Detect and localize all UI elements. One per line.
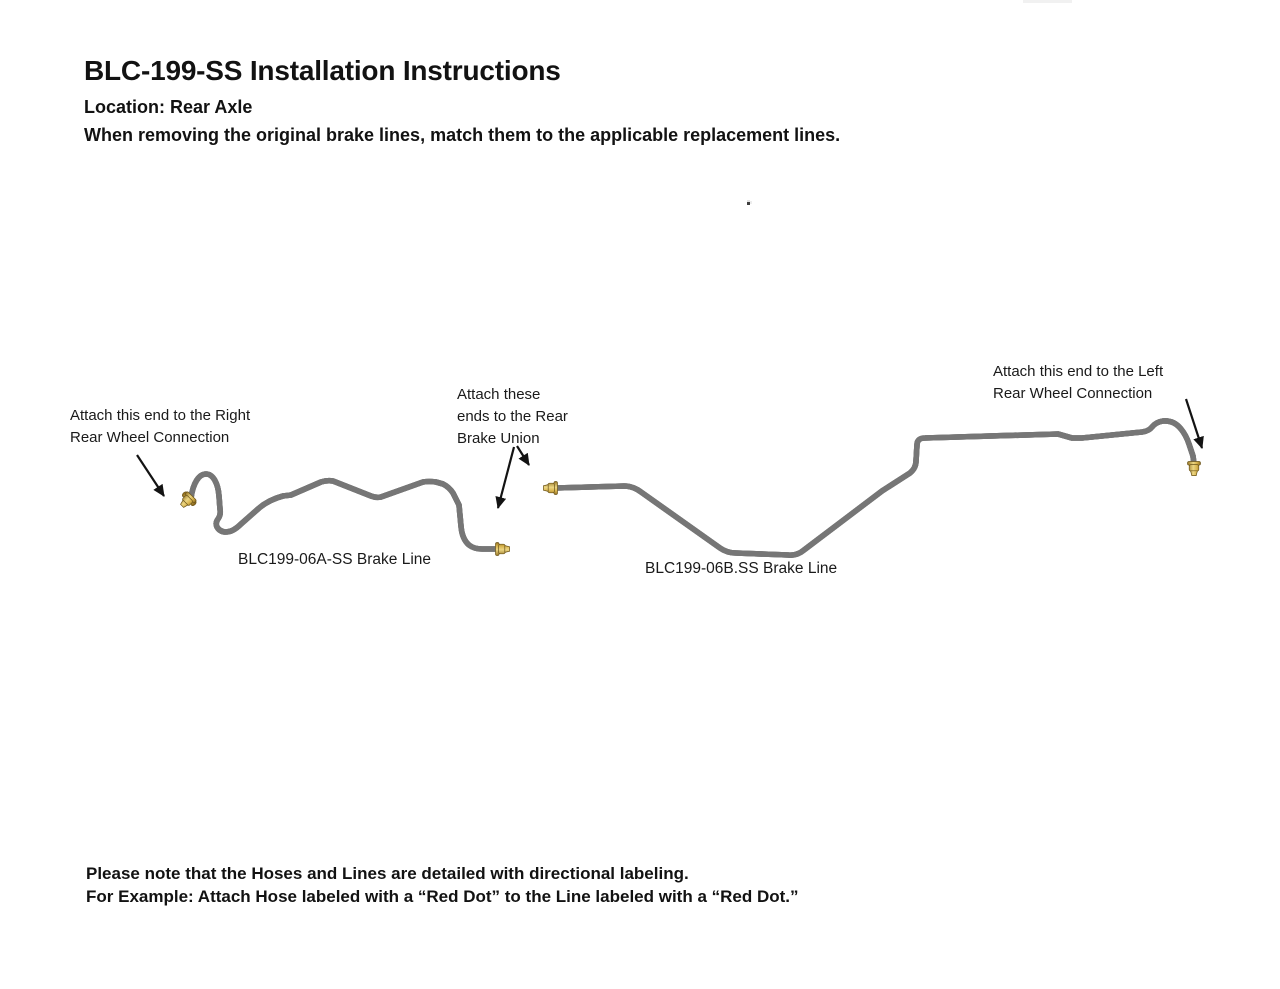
footer-note-line-1: Please note that the Hoses and Lines are detailed with directional labeling. xyxy=(86,864,689,883)
annotation-line: Attach this end to the Left xyxy=(993,363,1164,380)
footer-note-line-2: For Example: Attach Hose labeled with a “Red Dot” to the Line labeled with a “Red Dot.” xyxy=(86,887,799,906)
annotation-line: Attach these xyxy=(457,386,541,403)
arrow-union-left-icon xyxy=(498,447,514,508)
annotation-right-rear-wheel xyxy=(70,405,250,449)
annotation-left-rear-wheel xyxy=(993,361,1163,405)
location-text: Location: Rear Axle xyxy=(84,97,253,117)
annotation-rear-brake-union xyxy=(457,384,568,450)
page-title: BLC-199-SS Installation Instructions xyxy=(84,55,561,86)
annotation-line: Attach this end to the Right xyxy=(70,407,251,424)
annotation-line: Rear Wheel Connection xyxy=(993,385,1153,402)
brake-line-b-tube xyxy=(556,421,1194,555)
fitting-line-b-right xyxy=(1188,462,1201,476)
arrow-right-wheel-icon xyxy=(137,455,164,496)
part-label-line-b: BLC199-06B.SS Brake Line xyxy=(645,560,838,577)
footer-note xyxy=(86,862,799,908)
annotation-line: Rear Wheel Connection xyxy=(70,429,230,446)
part-label-line-a: BLC199-06A-SS Brake Line xyxy=(238,551,432,568)
annotation-line: Brake Union xyxy=(457,430,540,447)
fitting-line-a-right xyxy=(496,543,510,556)
brake-line-a-tube xyxy=(191,474,497,549)
annotation-line: ends to the Rear xyxy=(457,408,568,425)
fitting-line-b-left xyxy=(543,482,557,495)
instruction-text: When removing the original brake lines, match them to the applicable replacement lines. xyxy=(84,125,841,145)
